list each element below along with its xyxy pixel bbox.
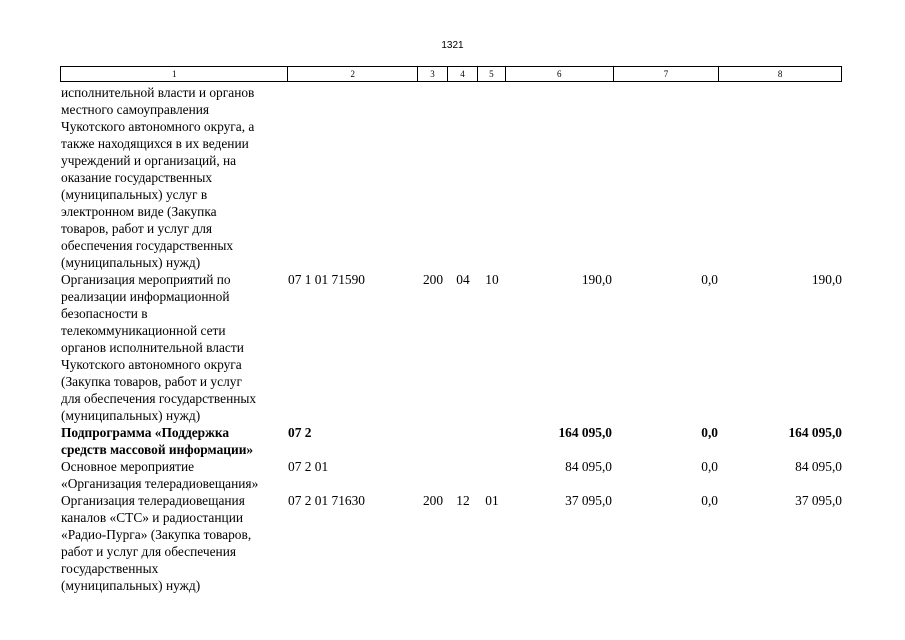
description-line: также находящихся в их ведении xyxy=(61,136,249,151)
header-col-3: 3 xyxy=(418,67,448,81)
row-col-5 xyxy=(478,424,506,458)
description-line: работ и услуг для обеспечения xyxy=(61,544,237,559)
description-line: Организация телерадиовещания xyxy=(61,493,245,508)
row-col-8: 164 095,0 xyxy=(788,425,842,440)
row-col-8: 37 095,0 xyxy=(795,493,842,508)
description-line: Организация мероприятий по xyxy=(61,272,231,287)
description-line: Чукотского автономного округа xyxy=(61,357,242,372)
row-code: 07 2 xyxy=(288,425,312,440)
row-description xyxy=(60,458,288,492)
row-description xyxy=(60,271,288,424)
description-line: Основное мероприятие xyxy=(61,459,195,474)
table-header xyxy=(60,66,842,82)
header-col-4: 4 xyxy=(448,67,478,81)
description-line: товаров, работ и услуг для xyxy=(61,221,213,236)
row-col-5 xyxy=(478,84,506,271)
page-number: 1321 xyxy=(441,40,464,51)
description-line: Чукотского автономного округа, а xyxy=(61,119,255,134)
row-col-4 xyxy=(448,424,478,458)
description-line: для обеспечения государственных xyxy=(61,391,257,406)
row-description xyxy=(60,424,288,458)
row-description xyxy=(60,492,288,594)
table-row xyxy=(60,424,842,458)
description-line: электронном виде (Закупка xyxy=(61,204,217,219)
description-line: (Закупка товаров, работ и услуг xyxy=(61,374,242,389)
row-col-5: 10 xyxy=(485,272,499,287)
row-col-5 xyxy=(478,458,506,492)
row-col-6: 84 095,0 xyxy=(565,459,612,474)
description-line: «Радио-Пурга» (Закупка товаров, xyxy=(61,527,252,542)
row-col-4: 04 xyxy=(456,272,470,287)
description-line: обеспечения государственных xyxy=(61,238,234,253)
row-col-8: 84 095,0 xyxy=(795,459,842,474)
row-col-8 xyxy=(720,84,842,271)
row-col-3 xyxy=(418,458,448,492)
row-description xyxy=(60,84,288,271)
description-line: государственных xyxy=(61,561,159,576)
table-row xyxy=(60,84,842,271)
row-col-7: 0,0 xyxy=(701,272,718,287)
row-col-3 xyxy=(418,84,448,271)
table-body xyxy=(60,84,842,594)
row-col-8: 190,0 xyxy=(811,272,842,287)
description-line: (муниципальных) услуг в xyxy=(61,187,208,202)
description-line: оказание государственных xyxy=(61,170,213,185)
row-col-3: 200 xyxy=(422,272,444,287)
row-col-6 xyxy=(506,84,614,271)
row-col-7: 0,0 xyxy=(701,493,718,508)
row-col-4 xyxy=(448,458,478,492)
header-col-6: 6 xyxy=(506,67,614,81)
description-line: исполнительной власти и органов xyxy=(61,85,255,100)
description-line: (муниципальных) нужд) xyxy=(61,408,201,423)
row-code xyxy=(288,84,418,271)
row-col-6: 164 095,0 xyxy=(558,425,612,440)
header-col-5: 5 xyxy=(478,67,506,81)
description-line: (муниципальных) нужд) xyxy=(61,578,201,593)
table-row xyxy=(60,271,842,424)
description-line: «Организация телерадиовещания» xyxy=(61,476,259,491)
description-line: учреждений и организаций, на xyxy=(61,153,237,168)
description-line: реализации информационной xyxy=(61,289,230,304)
description-line: Подпрограмма «Поддержка xyxy=(61,425,230,440)
description-line: каналов «СТС» и радиостанции xyxy=(61,510,244,525)
table-row xyxy=(60,492,842,594)
row-col-3 xyxy=(418,424,448,458)
row-col-5: 01 xyxy=(485,493,499,508)
header-col-1: 1 xyxy=(61,67,288,81)
row-col-7 xyxy=(614,84,720,271)
header-col-2: 2 xyxy=(288,67,418,81)
description-line: местного самоуправления xyxy=(61,102,210,117)
description-line: безопасности в xyxy=(61,306,148,321)
description-line: телекоммуникационной сети xyxy=(61,323,226,338)
row-code: 07 1 01 71590 xyxy=(288,272,365,287)
row-code: 07 2 01 71630 xyxy=(288,493,365,508)
description-line: органов исполнительной власти xyxy=(61,340,244,355)
row-col-4: 12 xyxy=(456,493,470,508)
table-row xyxy=(60,458,842,492)
header-col-7: 7 xyxy=(614,67,720,81)
description-line: средств массовой информации» xyxy=(61,442,254,457)
row-col-7: 0,0 xyxy=(701,459,718,474)
description-line: (муниципальных) нужд) xyxy=(61,255,201,270)
row-col-6: 37 095,0 xyxy=(565,493,612,508)
row-col-4 xyxy=(448,84,478,271)
row-col-7: 0,0 xyxy=(701,425,718,440)
row-col-6: 190,0 xyxy=(581,272,612,287)
header-col-8: 8 xyxy=(777,69,783,79)
row-code: 07 2 01 xyxy=(288,459,329,474)
row-col-3: 200 xyxy=(422,493,444,508)
